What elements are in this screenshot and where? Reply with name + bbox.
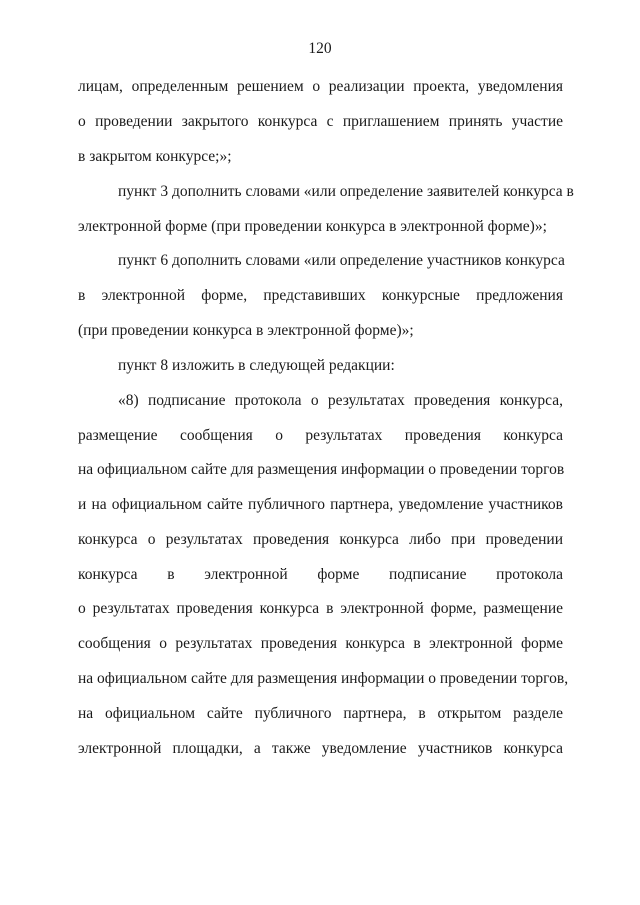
text-line: на официальном сайте публичного партнера, в открытом разделе (78, 705, 563, 722)
text-line: конкурса в электронной форме подписание протокола (78, 566, 563, 583)
text-line: пункт 6 дополнить словами «или определение участников конкурса (118, 252, 565, 269)
text-line: и на официальном сайте публичного партнера, уведомление участников (78, 496, 563, 513)
text-line: пункт 8 изложить в следующей редакции: (118, 357, 395, 374)
text-line: электронной форме (при проведении конкурса в электронной форме)»; (78, 218, 547, 235)
text-line: «8) подписание протокола о результатах проведения конкурса, (118, 392, 563, 409)
text-line: о результатах проведения конкурса в электронной форме, размещение (78, 600, 563, 617)
text-line: электронной площадки, а также уведомление участников конкурса (78, 740, 563, 757)
text-line: (при проведении конкурса в электронной форме)»; (78, 322, 414, 339)
text-line: на официальном сайте для размещения информации о проведении торгов, (78, 670, 569, 687)
text-line: пункт 3 дополнить словами «или определение заявителей конкурса в (118, 183, 574, 200)
text-line: на официальном сайте для размещения информации о проведении торгов (78, 461, 565, 478)
text-line: в закрытом конкурсе;»; (78, 148, 232, 165)
text-line: размещение сообщения о результатах проведения конкурса (78, 427, 563, 444)
text-line: сообщения о результатах проведения конкурса в электронной форме (78, 635, 563, 652)
text-line: в электронной форме, представивших конкурсные предложения (78, 287, 563, 304)
text-line: конкурса о результатах проведения конкурса либо при проведении (78, 531, 563, 548)
text-line: лицам, определенным решением о реализации проекта, уведомления (78, 78, 563, 95)
page-number: 120 (308, 40, 332, 57)
text-line: о проведении закрытого конкурса с приглашением принять участие (78, 113, 563, 130)
